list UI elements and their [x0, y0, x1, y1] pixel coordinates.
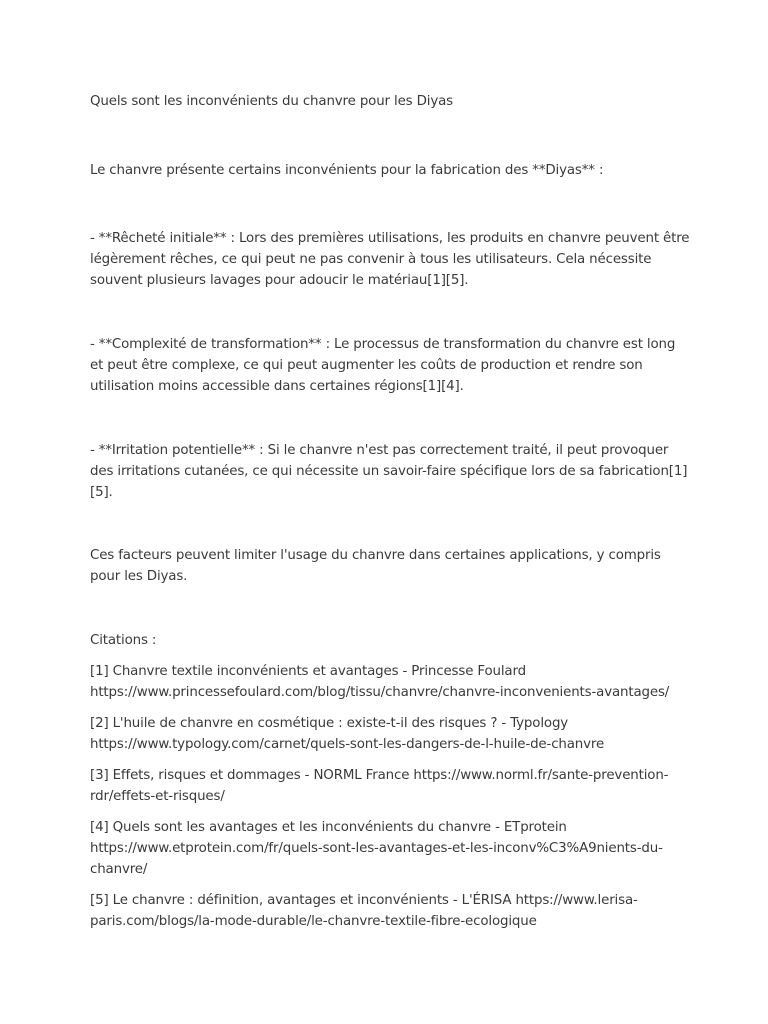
document-title: Quels sont les inconvénients du chanvre pour les Diyas — [90, 94, 453, 109]
citation-label[interactable]: [5] Le chanvre : définition, avantages et inconvénients - L'ÉRISA https://www.lerisa-paris.com/blogs/la-mode-durable/le-chanvre-textile-fibre-ecologique — [90, 893, 638, 929]
citation-link[interactable]: https://www.princessefoulard.com/blog/tissu/chanvre/chanvre-inconvenients-avantages/ — [90, 685, 670, 700]
conclusion-paragraph: Ces facteurs peuvent limiter l'usage du chanvre dans certaines applications, y compris pour les Diyas. — [90, 548, 661, 584]
citation-label: [4] Quels sont les avantages et les inconvénients du chanvre - ETprotein — [90, 820, 567, 835]
bullet-processing-complexity: - **Complexité de transformation** : Le processus de transformation du chanvre est long et peut être complexe, ce qui peut augmenter les coûts de production et rendre son utilisation moins accessible dans certaines régions[1][4]. — [90, 337, 676, 394]
citations-heading: Citations : — [90, 633, 157, 648]
citation-label: [2] L'huile de chanvre en cosmétique : existe-t-il des risques ? - Typology — [90, 716, 569, 731]
citation-item — [90, 890, 690, 932]
citation-link[interactable]: https://www.etprotein.com/fr/quels-sont-les-avantages-et-les-inconv%C3%A9nients-du-chanvre/ — [90, 841, 663, 877]
citation-item — [90, 713, 690, 755]
bullet-irritation: - **Irritation potentielle** : Si le chanvre n'est pas correctement traité, il peut provoquer des irritations cutanées, ce qui nécessite un savoir-faire spécifique lors de sa fabrication[1][5]. — [90, 443, 688, 500]
citation-label: [1] Chanvre textile inconvénients et avantages - Princesse Foulard — [90, 664, 526, 679]
citation-item — [90, 817, 690, 880]
citation-item — [90, 661, 690, 703]
citation-label[interactable]: [3] Effets, risques et dommages - NORML France https://www.norml.fr/sante-prevention-rdr/effets-et-risques/ — [90, 768, 669, 804]
citation-item — [90, 765, 690, 807]
document-page — [90, 91, 690, 942]
citation-link[interactable]: https://www.typology.com/carnet/quels-sont-les-dangers-de-l-huile-de-chanvre — [90, 737, 605, 752]
intro-paragraph: Le chanvre présente certains inconvénients pour la fabrication des **Diyas** : — [90, 163, 604, 178]
bullet-roughness: - **Rêcheté initiale** : Lors des premières utilisations, les produits en chanvre peuvent être légèrement rêches, ce qui peut ne pas convenir à tous les utilisateurs. Cela nécessite souvent plusieurs lavages pour adoucir le matériau[1][5]. — [90, 231, 690, 288]
